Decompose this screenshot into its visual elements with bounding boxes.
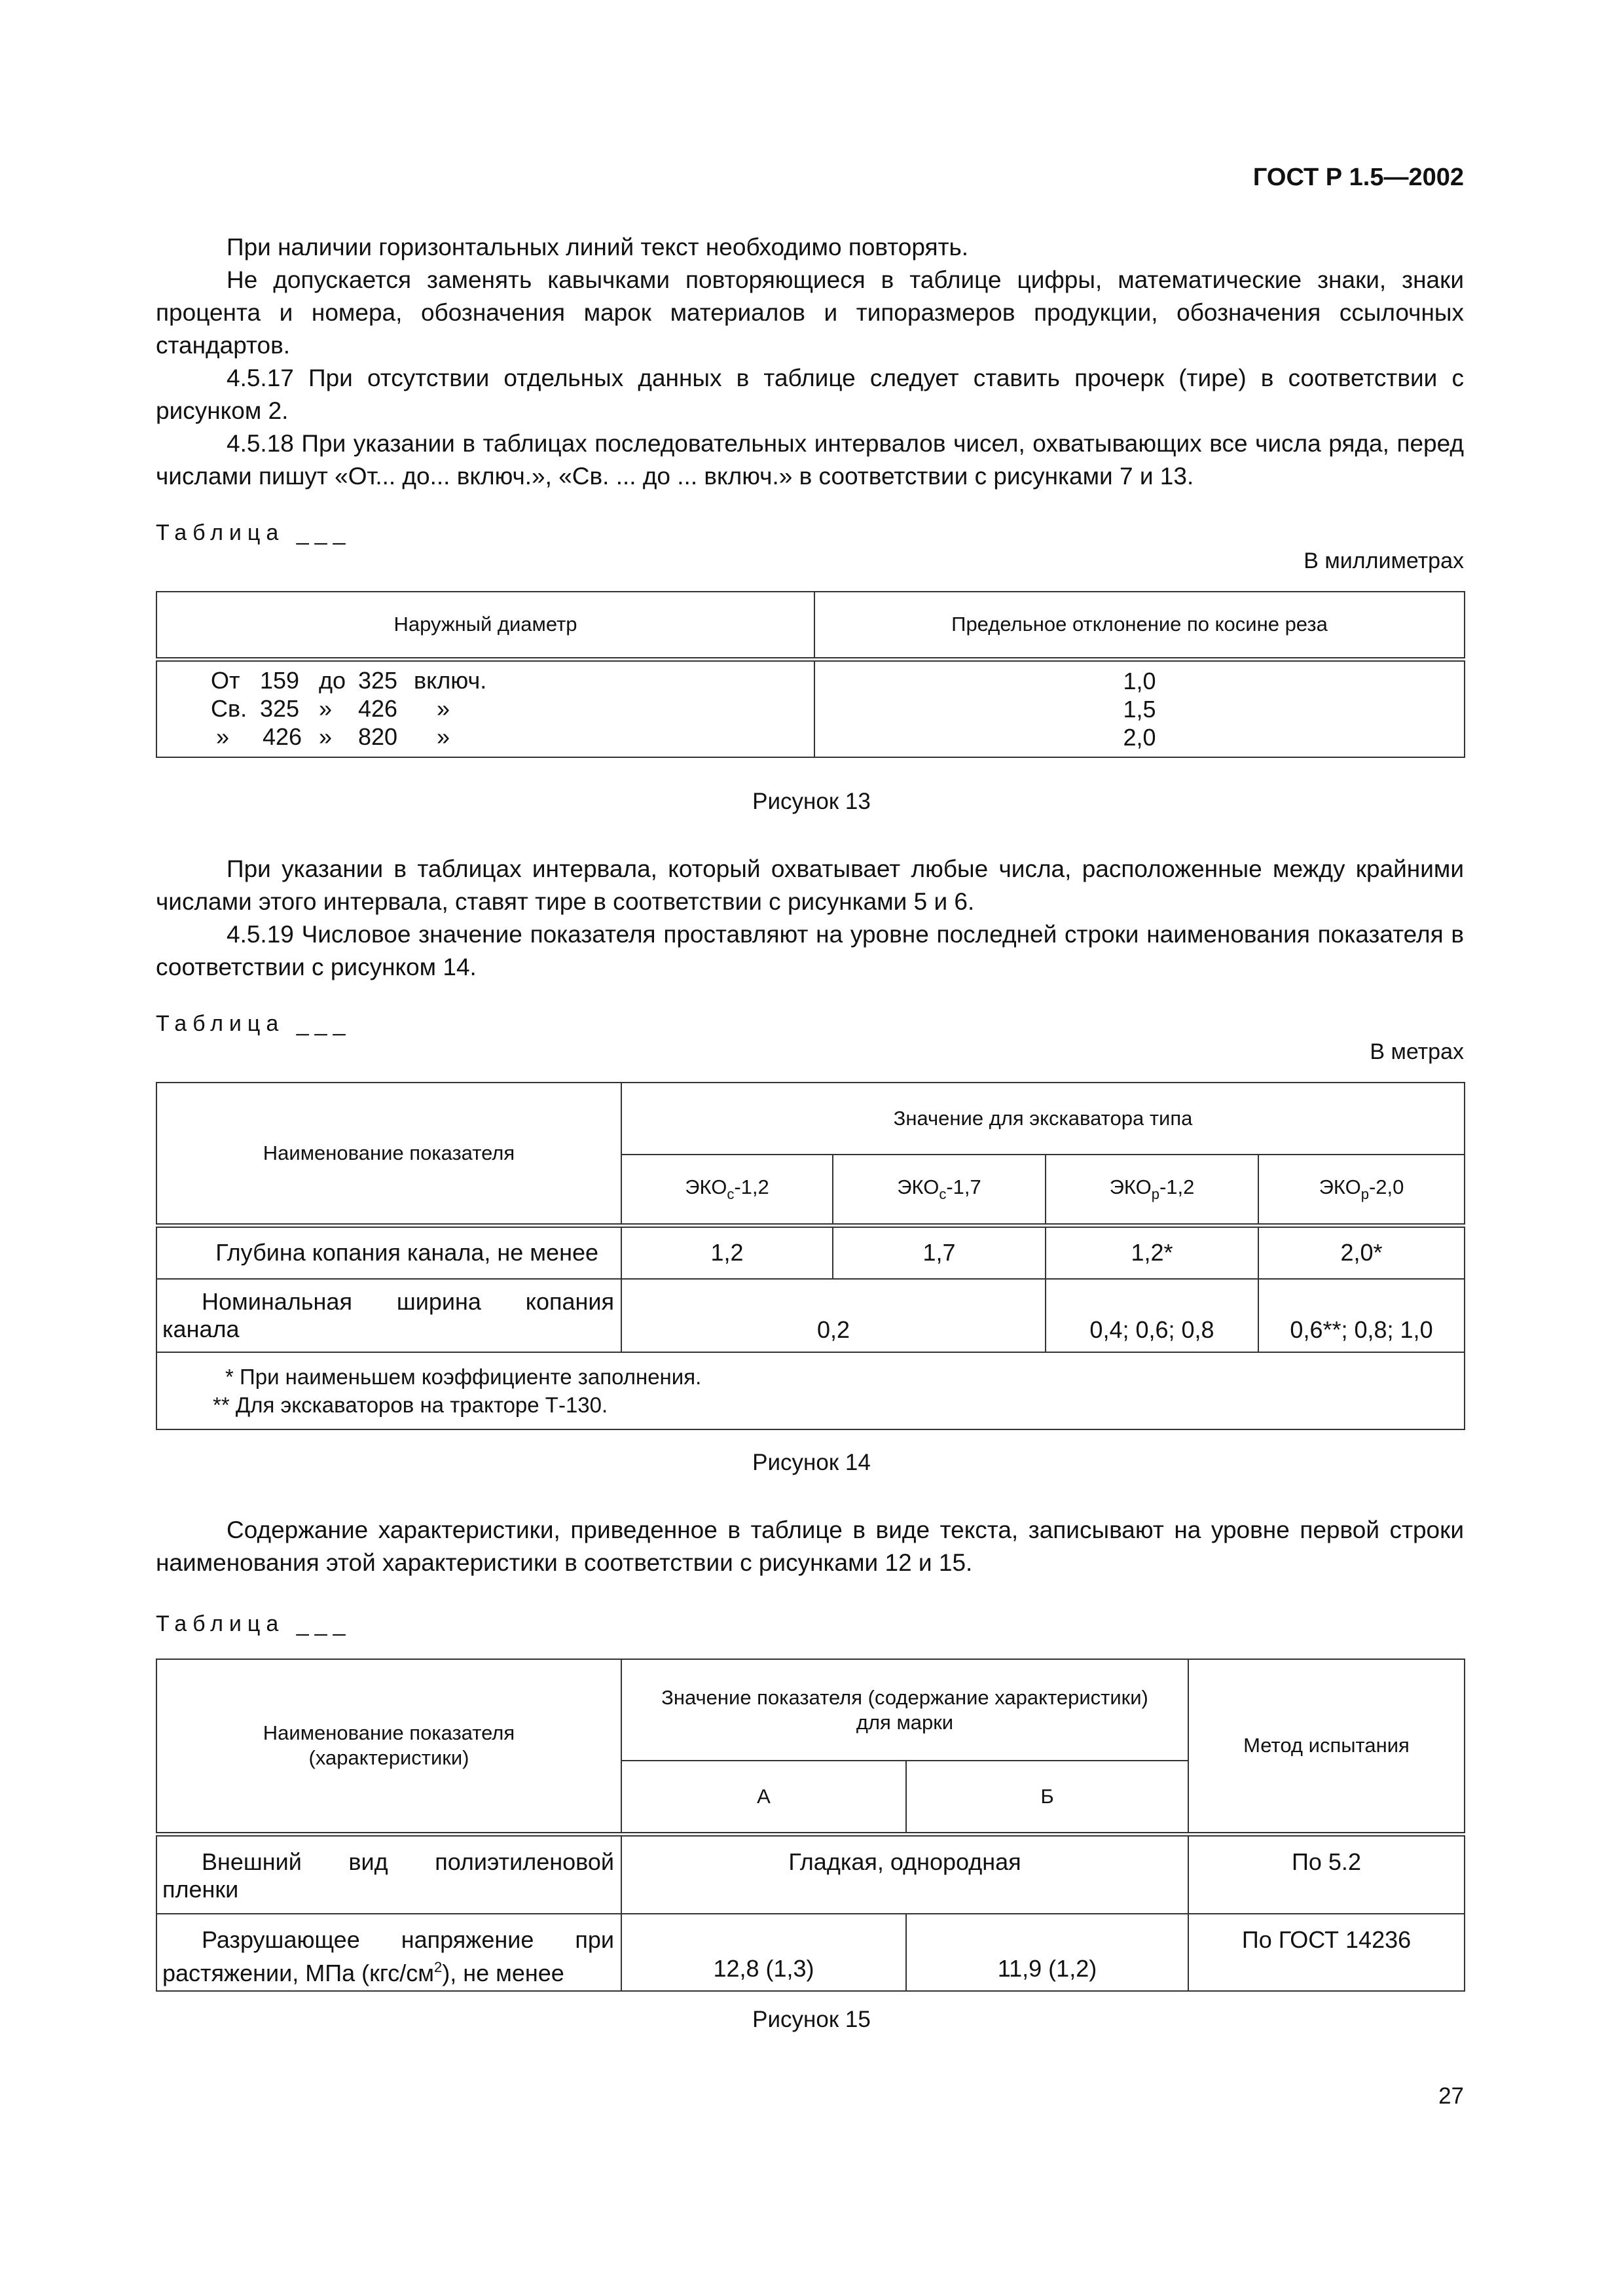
paragraph: 4.5.17 При отсутствии отдельных данных в таблице следует ставить прочерк (тире) в соответствии с рисунком 2. <box>156 365 1464 424</box>
column-header: Предельное отклонение по косине реза <box>814 592 1465 659</box>
table-label: Таблица ___ <box>156 1611 352 1636</box>
unit-label: В метрах <box>1370 1039 1464 1064</box>
table-cell: 1,7 <box>833 1225 1046 1279</box>
unit-label: В миллиметрах <box>1304 548 1464 573</box>
figure-caption: Рисунок 14 <box>752 1450 871 1475</box>
table-cell: По ГОСТ 14236 <box>1188 1914 1465 1991</box>
table-cell: Разрушающее напряжение при растяжении, МПа $(кгс/см^2)$, не менее <box>156 1914 621 1991</box>
table-cell: 2,0* <box>1258 1225 1465 1279</box>
table-cell: 0,2 <box>621 1279 1046 1352</box>
table-fig14 <box>156 1082 1465 1430</box>
table-cell: Внешний вид полиэтиленовой пленки <box>156 1834 621 1914</box>
column-header: Наименование показателя <box>156 1083 621 1225</box>
table-cell: Глубина копания канала, не менее <box>156 1225 621 1279</box>
column-header: А <box>621 1761 906 1834</box>
figure-caption: Рисунок 15 <box>752 2007 871 2032</box>
table-cell: 12,8 (1,3) <box>621 1914 906 1991</box>
table-cell: 1,2 <box>621 1225 833 1279</box>
table-cell: 1,0 1,5 2,0 <box>814 659 1465 757</box>
column-header: Метод испытания <box>1188 1659 1465 1834</box>
table-cell: Номинальная ширина копания канала <box>156 1279 621 1352</box>
column-header: Б <box>906 1761 1188 1834</box>
paragraph: 4.5.18 При указании в таблицах последовательных интервалов чисел, охватывающих все числа ряда, перед числами пишут «От... до... включ.», «Св. ... до ... включ.» в соответствии с рисунками 7 и 13. <box>156 430 1464 490</box>
table-cell: 11,9 (1,2) <box>906 1914 1188 1991</box>
table-cell: 0,6**; 0,8; 1,0 <box>1258 1279 1465 1352</box>
paragraph: Не допускается заменять кавычками повторяющиеся в таблице цифры, математические знаки, знаки процента и номера, обозначения марок материалов и типоразмеров продукции, обозначения ссылочных стандартов. <box>156 266 1464 359</box>
table-cell: По 5.2 <box>1188 1834 1465 1914</box>
table-cell: Гладкая, однородная <box>621 1834 1188 1914</box>
column-header: $ЭКО_с-1,2$ <box>621 1155 833 1225</box>
page-number: 27 <box>1438 2083 1464 2109</box>
document-id: ГОСТ Р 1.5—2002 <box>1252 164 1464 191</box>
paragraph: 4.5.19 Числовое значение показателя проставляют на уровне последней строки наименования показателя в соответствии с рисунком 14. <box>156 921 1464 980</box>
interval-row: » 426 » 820 » <box>216 723 450 751</box>
table-label: Таблица ___ <box>156 1011 352 1036</box>
paragraph: При указании в таблицах интервала, который охватывает любые числа, расположенные между крайними числами этого интервала, ставят тире в соответствии с рисунками 5 и 6. <box>156 855 1464 915</box>
column-header: Значение показателя (содержание характеристики) для марки <box>621 1659 1188 1761</box>
interval-row: Св. 325 » 426 » <box>211 695 450 723</box>
footnote: * При наименьшем коэффициенте заполнения. <box>225 1365 702 1389</box>
table-cell: 0,4; 0,6; 0,8 <box>1046 1279 1258 1352</box>
table-label: Таблица ___ <box>156 520 352 545</box>
column-header: Наименование показателя (характеристики) <box>156 1659 621 1834</box>
table-fig13 <box>156 591 1465 758</box>
table-fig15 <box>156 1659 1465 1992</box>
table-cell: 1,2* <box>1046 1225 1258 1279</box>
table-footnotes <box>156 1352 1465 1429</box>
column-header: $ЭКО_с-1,7$ <box>833 1155 1046 1225</box>
figure-caption: Рисунок 13 <box>752 789 871 814</box>
column-header: $ЭКО_р-1,2$ <box>1046 1155 1258 1225</box>
table-cell <box>156 659 814 757</box>
footnote: ** Для экскаваторов на тракторе Т-130. <box>213 1393 608 1417</box>
paragraph: Содержание характеристики, приведенное в таблице в виде текста, записывают на уровне первой строки наименования этой характеристики в соответствии с рисунками 12 и 15. <box>156 1516 1464 1576</box>
paragraph: При наличии горизонтальных линий текст необходимо повторять. <box>227 234 969 260</box>
interval-row: От 159 до 325 включ. <box>211 667 487 694</box>
column-header: $ЭКО_р-2,0$ <box>1258 1155 1465 1225</box>
column-header: Наружный диаметр <box>156 592 814 659</box>
column-header: Значение для экскаватора типа <box>621 1083 1465 1155</box>
